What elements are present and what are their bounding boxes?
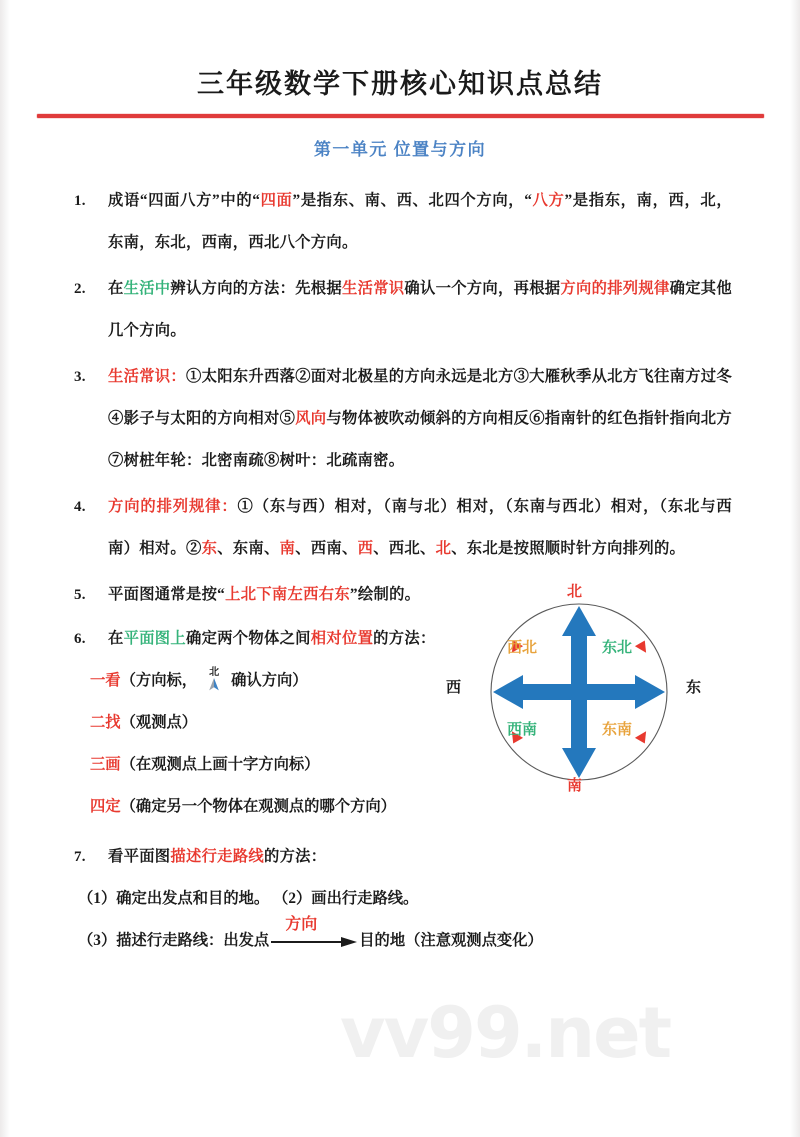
text-run: 生活中	[123, 280, 171, 297]
item-number: 4.	[74, 499, 86, 515]
text-run: 相对位置	[310, 630, 374, 647]
text-run: 在	[108, 630, 124, 647]
text-run: 、东南、	[217, 540, 280, 557]
compass-cross-arrows	[493, 606, 665, 778]
text-run: 辨认方向的方法：先根据	[170, 280, 342, 297]
compass-label-northeast: 东北	[602, 640, 633, 656]
text-run: 的方法：	[373, 630, 436, 647]
text-run: 平面图上	[123, 630, 186, 647]
item-number: 1.	[74, 193, 86, 209]
item7-lead-after: 的方法：	[263, 848, 327, 865]
page-title: 三年级数学下册核心知识点总结	[197, 69, 603, 99]
item-number: 6.	[74, 631, 86, 647]
compass-graphic	[474, 586, 684, 798]
item-text	[108, 180, 732, 264]
item-text	[108, 836, 732, 878]
step-key: 三画	[90, 756, 121, 773]
text-run: 在	[108, 280, 124, 297]
text-run: 确认一个方向，再根据	[404, 280, 561, 297]
text-run: 、东北是按照顺时针方向排列的。	[451, 540, 686, 557]
north-arrow-label: 北	[209, 667, 220, 679]
text-run: ①（东与西）相对，（南与北）相对，（东南与西北）相对，（东北与西南）相对。②	[108, 498, 732, 557]
item-number: 2.	[74, 281, 86, 297]
item-text	[108, 486, 732, 570]
compass-label-northwest: 西北	[507, 640, 538, 656]
text-run: 风向	[295, 410, 327, 427]
arrow-right-icon	[271, 936, 357, 948]
north-arrow-icon	[201, 667, 227, 691]
item7-line2-prefix: （3）描述行走路线：出发点	[78, 932, 270, 949]
text-run: 成语“四面八方”中的“	[108, 192, 261, 209]
text-run: 北	[435, 540, 452, 557]
text-run: 确定其他几个方向。	[108, 280, 733, 339]
text-run: 、西南、	[295, 540, 358, 557]
text-run: 西	[357, 540, 374, 557]
step-key: 一看	[90, 672, 121, 689]
item-number: 5.	[74, 587, 86, 603]
list-item	[68, 180, 732, 264]
item-number: 3.	[74, 369, 86, 385]
text-run: ①太阳东升西落②面对北极星的方向永远是北方③大雁秋季从北方飞往南方过冬④影子与太阳的方向相对⑤	[108, 368, 732, 427]
item7-lead-highlight: 描述行走路线	[170, 848, 264, 865]
text-run: 确定两个物体之间	[186, 630, 311, 647]
compass-label-southwest: 西南	[507, 722, 538, 738]
compass-label-east: 东	[686, 680, 702, 696]
text-run: 南	[279, 540, 296, 557]
unit-subtitle: 第一单元 位置与方向	[313, 140, 487, 159]
step-text-before: （方向标，	[120, 672, 198, 689]
text-run: ”是指东、南、西、北四个方向，“	[292, 192, 533, 209]
text-run: ”绘制的。	[349, 586, 421, 603]
text-run: 生活常识	[342, 280, 405, 297]
item7-line2-suffix: 目的地（注意观测点变化）	[359, 932, 543, 949]
knowledge-points-list	[0, 180, 800, 962]
step-text: （在观测点上画十字方向标）	[120, 756, 320, 773]
text-run: 东	[201, 540, 218, 557]
step-text: （确定另一个物体在观测点的哪个方向）	[120, 798, 396, 815]
direction-arrow	[271, 916, 357, 948]
text-run: ”是指东，南，西，北，东南，东北，西南，西北八个方向。	[108, 192, 732, 251]
text-run: 方向的排列规律：	[108, 498, 238, 515]
step-key: 二找	[90, 714, 121, 731]
text-run: 上北下南左西右东	[225, 586, 350, 603]
compass-label-west: 西	[446, 680, 462, 696]
list-item	[68, 486, 732, 570]
north-arrow-glyph	[208, 678, 220, 691]
watermark: vv99.net	[340, 992, 671, 1074]
direction-arrow-label: 方向	[285, 916, 318, 934]
compass-label-north: 北	[567, 584, 583, 600]
item-number: 7.	[74, 849, 86, 865]
text-run: 四面	[260, 192, 293, 209]
item7-lead-before: 看平面图	[108, 848, 171, 865]
compass-diagram	[446, 584, 702, 798]
list-item	[68, 268, 732, 352]
text-run: 八方	[532, 192, 565, 209]
text-run: 平面图通常是按“	[108, 586, 226, 603]
title-divider	[37, 114, 764, 118]
text-run: 与物体被吹动倾斜的方向相反⑥指南针的红色指针指向北方⑦树桩年轮：北密南疏⑧树叶：北疏南密。	[108, 410, 732, 469]
step-text-after: 确认方向）	[231, 672, 308, 689]
compass-label-southeast: 东南	[602, 722, 633, 738]
text-run: 、西北、	[373, 540, 436, 557]
step-text: （观测点）	[120, 714, 198, 731]
text-run: 方向的排列规律	[560, 280, 670, 297]
text-run: 生活常识：	[108, 368, 186, 385]
item7-sub-line-1: （1）确定出发点和目的地。 （2）画出行走路线。	[78, 890, 419, 907]
compass-label-south: 南	[567, 778, 583, 794]
item7-sub-line-2	[78, 916, 732, 962]
step-key: 四定	[90, 798, 121, 815]
item-text	[108, 356, 732, 482]
item-text	[108, 268, 732, 352]
list-item	[68, 836, 732, 878]
list-item	[68, 356, 732, 482]
